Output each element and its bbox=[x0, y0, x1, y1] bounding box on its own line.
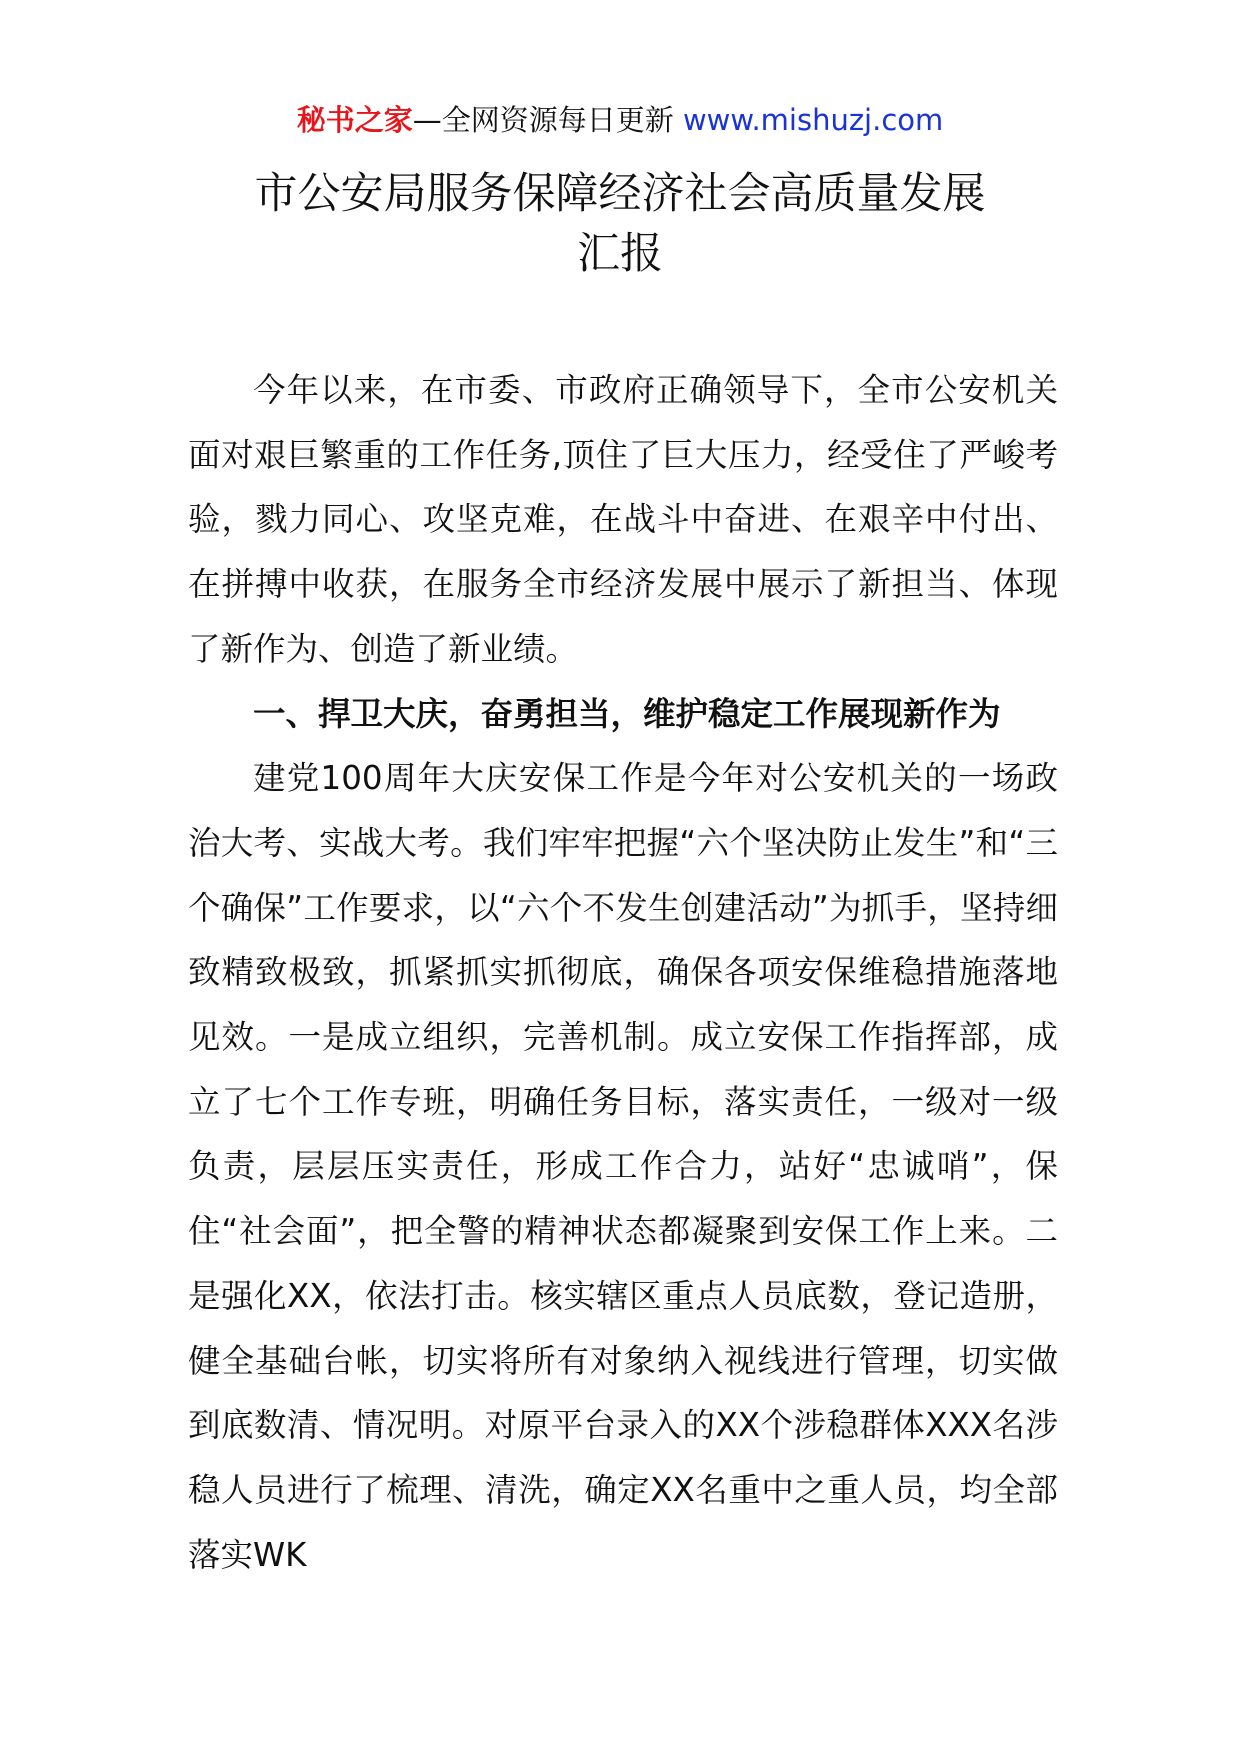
section-1-heading: 一、捍卫大庆，奋勇担当，维护稳定工作展现新作为 bbox=[253, 694, 1001, 733]
document-title bbox=[0, 164, 1240, 284]
section-1-paragraph: 建党100周年大庆安保工作是今年对公安机关的一场政治大考、实战大考。我们牢牢把握“六个坚决防止发生”和“三个确保”工作要求，以“六个不发生创建活动”为抓手，坚持细致精致极致，抓紧抓实抓彻底，确保各项安保维稳措施落地见效。一是成立组织，完善机制。成立安保工作指挥部，成立了七个工作专班，明确任务目标，落实责任，一级对一级负责，层层压实责任，形成工作合力，站好“忠诚哨”，保住“社会面”，把全警的精神状态都凝聚到安保工作上来。二是强化XX，依法打击。核实辖区重点人员底数，登记造册，健全基础台帐，切实将所有对象纳入视线进行管理，切实做到底数清、情况明。对原平台录入的XX个涉稳群体XXX名涉稳人员进行了梳理、清洗，确定XX名重中之重人员，均全部落实WK bbox=[188, 759, 1058, 1574]
site-banner bbox=[0, 100, 1240, 140]
site-url-link[interactable]: www.mishuzj.com bbox=[682, 103, 944, 137]
banner-dash: — bbox=[412, 103, 442, 137]
brand-name: 秘书之家 bbox=[296, 103, 413, 137]
banner-slogan: 全网资源每日更新 bbox=[441, 103, 683, 137]
title-line-2: 汇报 bbox=[577, 229, 663, 279]
document-body bbox=[188, 358, 1058, 1587]
title-line-1: 市公安局服务保障经济社会高质量发展 bbox=[254, 169, 986, 219]
intro-paragraph: 今年以来，在市委、市政府正确领导下，全市公安机关面对艰巨繁重的工作任务,顶住了巨大压力，经受住了严峻考验，戮力同心、攻坚克难，在战斗中奋进、在艰辛中付出、在拼搏中收获，在服务全市经济发展中展示了新担当、体现了新作为、创造了新业绩。 bbox=[188, 371, 1058, 668]
